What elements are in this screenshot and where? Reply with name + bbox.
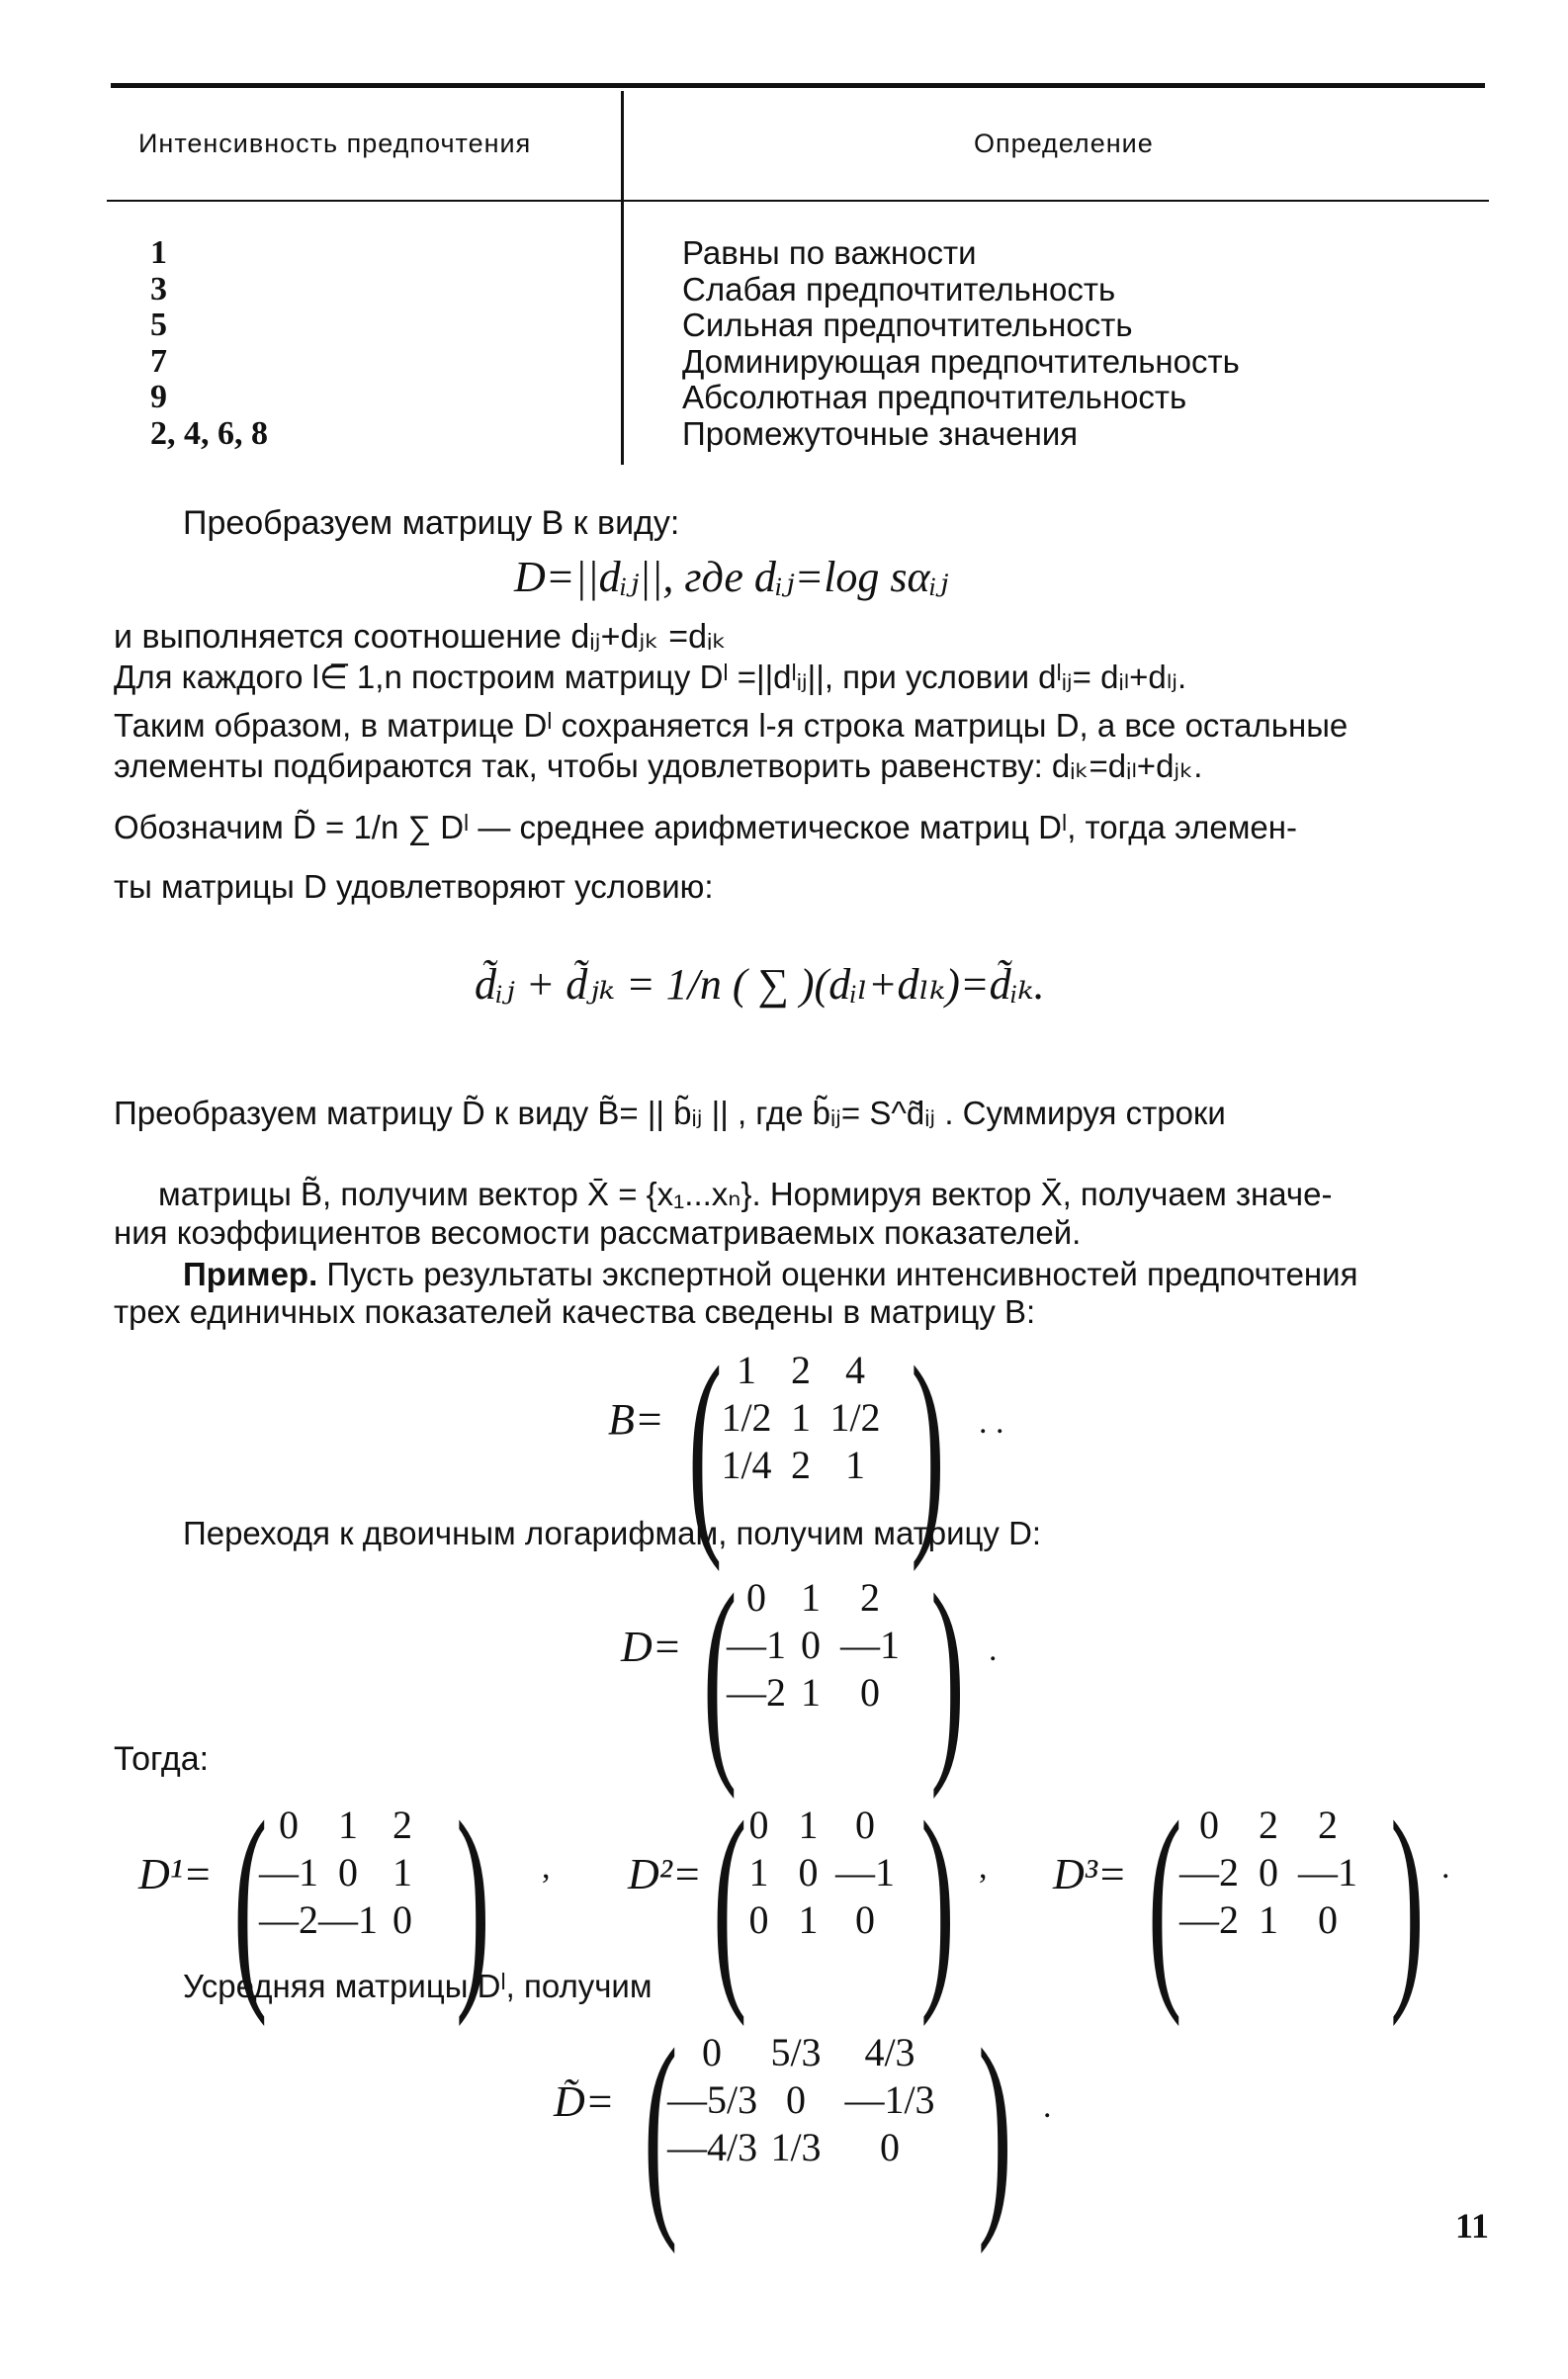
paragraph-binary-log: Переходя к двоичным логарифмам, получим матрицу D:	[183, 1515, 1042, 1551]
table-row-definition: Промежуточные значения	[682, 414, 1079, 452]
matrix-cell: 1/4	[721, 1443, 772, 1487]
matrix-cell: 0	[855, 1803, 875, 1847]
matrix-cell: —1/3	[844, 2077, 935, 2122]
matrix-d3-right-paren: )	[1390, 1775, 1425, 2027]
table-header-definition: Определение	[974, 129, 1154, 158]
formula-d-log: D=||dᵢⱼ||, где dᵢⱼ=log sαᵢⱼ	[514, 553, 949, 601]
matrix-d2-left-paren: (	[713, 1775, 747, 2027]
table-row-value: 5	[150, 307, 167, 343]
matrix-d1-grid	[259, 1802, 427, 1944]
paragraph-for-each-l: Для каждого l∈̅ 1,n построим матрицу Dˡ =||dˡᵢⱼ||, при условии dˡᵢⱼ= dᵢₗ+dₗⱼ.	[114, 659, 1187, 695]
paragraph-relation: и выполняется соотношение dᵢⱼ+dⱼₖ =dᵢₖ	[114, 618, 727, 656]
matrix-d-left-paren: (	[703, 1547, 738, 1800]
matrix-cell: 0	[860, 1670, 880, 1715]
matrix-cell: —1	[1298, 1850, 1357, 1894]
matrix-b-right-paren: )	[911, 1320, 945, 1572]
matrix-cell: 0	[702, 2030, 722, 2074]
table-row-value: 3	[150, 270, 167, 308]
matrix-cell: 0	[1318, 1897, 1338, 1942]
matrix-cell: 0	[801, 1623, 821, 1667]
matrix-d-right-paren: )	[930, 1547, 965, 1800]
matrix-dtilde-suffix: .	[1043, 2088, 1052, 2125]
table-row-value: 2, 4, 6, 8	[150, 414, 268, 452]
paragraph-coefficients: ния коэффициентов весомости рассматриваемых показателей.	[114, 1214, 1082, 1251]
matrix-cell: 1/3	[770, 2125, 822, 2169]
matrix-cell: —4/3	[667, 2125, 758, 2169]
matrix-cell: 0	[338, 1850, 358, 1894]
matrix-cell: 1	[791, 1395, 811, 1440]
matrix-cell: —1	[840, 1623, 900, 1667]
formula-d-tilde-sum: d̃ᵢⱼ + d̃ⱼₖ = 1/n ( ∑ )(dᵢₗ+dₗₖ)=d̃ᵢₖ.	[475, 960, 1045, 1009]
table-header-intensity: Интенсивность предпочтения	[138, 129, 532, 158]
matrix-cell: 4/3	[864, 2030, 915, 2074]
matrix-cell: —2	[727, 1670, 786, 1715]
matrix-d1-left-paren: (	[233, 1775, 268, 2027]
matrix-b-grid	[712, 1347, 890, 1489]
table-values-column	[150, 235, 268, 452]
matrix-b-left-paren: (	[688, 1320, 723, 1572]
matrix-cell: —2	[259, 1897, 318, 1942]
matrix-d1-right-paren: )	[456, 1775, 490, 2027]
paragraph-then: Тогда:	[114, 1740, 210, 1778]
matrix-d2-suffix: ,	[979, 1849, 988, 1886]
matrix-b-label: B=	[608, 1395, 664, 1444]
matrix-cell: 1	[845, 1443, 865, 1487]
matrix-dtilde-right-paren: )	[978, 2002, 1012, 2254]
matrix-cell: 2	[392, 1803, 412, 1847]
matrix-cell: 4	[845, 1348, 865, 1392]
table-header-rule	[107, 200, 1489, 202]
matrix-d3-suffix: .	[1441, 1849, 1450, 1886]
matrix-cell: 1/2	[829, 1395, 881, 1440]
example-label: Пример.	[183, 1256, 318, 1292]
matrix-cell: 1	[392, 1850, 412, 1894]
table-row-value: 1	[150, 234, 167, 271]
matrix-cell: 5/3	[770, 2030, 822, 2074]
matrix-cell: —1	[727, 1623, 786, 1667]
matrix-cell: 2	[1259, 1803, 1278, 1847]
matrix-cell: —2	[1179, 1897, 1239, 1942]
matrix-cell: 0	[392, 1897, 412, 1942]
matrix-cell: 2	[1318, 1803, 1338, 1847]
matrix-cell: 0	[855, 1897, 875, 1942]
matrix-dtilde-grid	[667, 2029, 944, 2171]
table-row-definition: Доминирующая предпочтительность	[682, 342, 1240, 380]
paragraph-matrix-b: трех единичных показателей качества сведены в матрицу B:	[114, 1293, 1036, 1330]
paragraph-example	[183, 1256, 1357, 1293]
paragraph-vector-x: матрицы B̃, получим вектор X̄ = {x₁...xₙ}. Нормируя вектор X̄, получаем значе-	[158, 1176, 1333, 1212]
matrix-b-suffix: . .	[979, 1404, 1004, 1441]
matrix-dtilde-label: D̃=	[554, 2077, 615, 2126]
table-row-definition: Равны по важности	[682, 234, 977, 271]
matrix-cell: 1	[737, 1348, 756, 1392]
matrix-d2-right-paren: )	[920, 1775, 955, 2027]
paragraph-thus: Таким образом, в матрице Dˡ сохраняется l-я строка матрицы D, а все остальные	[114, 707, 1349, 744]
matrix-cell: 1	[801, 1575, 821, 1620]
matrix-d-grid	[727, 1574, 905, 1717]
matrix-d3-grid	[1175, 1802, 1362, 1944]
matrix-cell: 1/2	[721, 1395, 772, 1440]
matrix-d-label: D=	[621, 1623, 682, 1671]
matrix-cell: 1	[801, 1670, 821, 1715]
table-top-rule	[111, 83, 1485, 88]
matrix-cell: —2	[1179, 1850, 1239, 1894]
matrix-cell: 0	[1259, 1850, 1278, 1894]
table-row-definition: Сильная предпочтительность	[682, 307, 1133, 343]
matrix-cell: 0	[798, 1850, 819, 1894]
matrix-cell: 1	[748, 1850, 769, 1894]
matrix-cell: 1	[1259, 1897, 1278, 1942]
table-row-value: 7	[150, 342, 167, 380]
paragraph-averaging: Усредняя матрицы Dˡ, получим	[183, 1968, 653, 2004]
matrix-d1-label: D¹=	[138, 1850, 213, 1898]
matrix-d2-grid	[737, 1802, 895, 1944]
table-column-divider	[621, 91, 624, 465]
table-row-definition: Абсолютная предпочтительность	[682, 379, 1187, 415]
matrix-cell: 1	[798, 1897, 819, 1942]
paragraph-elements: элементы подбираются так, чтобы удовлетворить равенству: dᵢₖ=dᵢₗ+dⱼₖ.	[114, 748, 1203, 784]
table-row-value: 9	[150, 379, 167, 415]
matrix-d3-label: D³=	[1053, 1850, 1127, 1898]
matrix-cell: 1	[798, 1803, 819, 1847]
matrix-cell: 0	[880, 2125, 900, 2169]
matrix-cell: 1	[338, 1803, 358, 1847]
paragraph-transform-b: Преобразуем матрицу B к виду:	[183, 504, 680, 542]
table-definitions-column	[682, 235, 1240, 452]
paragraph-transform-dtilde: Преобразуем матрицу D̃ к виду B̃= || b̃ᵢⱼ || , где b̃ᵢⱼ= S^d̃ᵢⱼ . Суммируя строки	[114, 1095, 1226, 1131]
matrix-d3-left-paren: (	[1148, 1775, 1182, 2027]
matrix-cell: —1	[318, 1897, 378, 1942]
matrix-cell: 2	[860, 1575, 880, 1620]
matrix-d-suffix: .	[989, 1631, 998, 1668]
paragraph-condition: ты матрицы D удовлетворяют условию:	[114, 868, 714, 905]
matrix-dtilde-left-paren: (	[644, 2002, 678, 2254]
page-number: 11	[1455, 2206, 1490, 2246]
matrix-cell: —1	[259, 1850, 318, 1894]
matrix-cell: —5/3	[667, 2077, 758, 2122]
table-row-definition: Слабая предпочтительность	[682, 270, 1116, 308]
matrix-cell: 0	[1199, 1803, 1219, 1847]
matrix-cell: 2	[791, 1348, 811, 1392]
matrix-cell: 0	[746, 1575, 766, 1620]
matrix-cell: 0	[748, 1803, 769, 1847]
matrix-d2-label: D²=	[628, 1850, 702, 1898]
matrix-d1-suffix: ,	[542, 1849, 551, 1886]
example-text: Пусть результаты экспертной оценки интенсивностей предпочтения	[317, 1256, 1358, 1292]
matrix-cell: 0	[748, 1897, 769, 1942]
paragraph-denote: Обозначим D̃ = 1/n ∑ Dˡ — среднее арифметическое матриц Dˡ, тогда элемен-	[114, 809, 1297, 845]
matrix-cell: —1	[835, 1850, 895, 1894]
matrix-cell: 2	[791, 1443, 811, 1487]
matrix-cell: 0	[279, 1803, 299, 1847]
matrix-cell: 0	[786, 2077, 806, 2122]
